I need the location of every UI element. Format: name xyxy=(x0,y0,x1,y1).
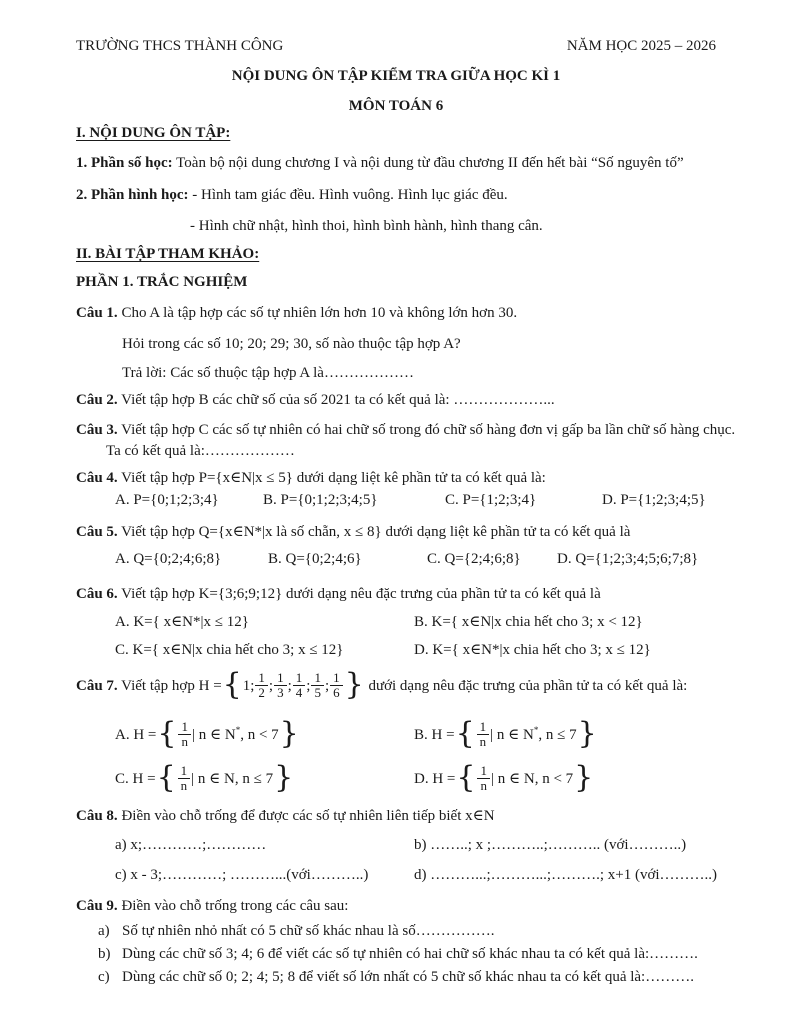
separator: ; xyxy=(324,678,330,694)
numerator: 1 xyxy=(180,762,188,778)
fraction xyxy=(477,720,490,750)
school-year: NĂM HỌC 2025 – 2026 xyxy=(566,38,716,54)
separator: ; xyxy=(287,678,292,694)
condition: | n ∈ N xyxy=(490,771,535,787)
question-6-text: Viết tập hợp K={3;6;9;12} dưới dạng nêu đặc trưng của phần tử ta có kết quả là xyxy=(121,586,601,602)
doc-subtitle: MÔN TOÁN 6 xyxy=(348,98,444,114)
question-2-text: Viết tập hợp B các chữ số của số 2021 ta có kết quả là: ………………... xyxy=(121,392,555,408)
question-3-line-2: Ta có kết quả là:……………… xyxy=(106,443,295,459)
separator: ; xyxy=(268,678,274,694)
question-7 xyxy=(76,668,716,704)
option-c: C. K={ x∈N|x chia hết cho 3; x ≤ 12} xyxy=(115,642,344,658)
question-6-options-row-1 xyxy=(76,612,716,632)
numerator: 1 xyxy=(277,669,284,685)
part-1-heading: PHẦN 1. TRẮC NGHIỆM xyxy=(76,274,248,290)
option-d xyxy=(414,756,594,795)
fraction xyxy=(293,671,306,701)
option-key: D. xyxy=(414,771,429,787)
item-marker: c) xyxy=(98,969,110,985)
set-lhs: H = xyxy=(133,727,157,743)
question-4-label: Câu 4. xyxy=(76,470,118,486)
separator: ; xyxy=(306,678,311,694)
item-b: b) ……..; x ;………..;……….. (với………..) xyxy=(414,837,687,853)
denominator: n xyxy=(477,778,490,793)
question-2 xyxy=(76,390,716,410)
open-brace: { xyxy=(157,715,177,751)
fraction xyxy=(255,671,268,701)
question-7-text-pre: Viết tập hợp xyxy=(121,678,195,694)
question-4-options xyxy=(76,490,716,510)
list-item xyxy=(76,920,716,943)
question-8-text: Điền vào chỗ trống để được các số tự nhiên liên tiếp biết x∈N xyxy=(121,808,495,824)
question-1 xyxy=(76,303,716,323)
question-9-items xyxy=(76,920,716,989)
superscript-star: * xyxy=(235,725,241,735)
option-a xyxy=(115,712,300,751)
option-b: B. Q={0;2;4;6} xyxy=(268,551,362,567)
item-marker: b) xyxy=(98,946,111,962)
item-c: c) x - 3;…………; ………...(với………..) xyxy=(115,867,369,883)
question-6-label: Câu 6. xyxy=(76,586,118,602)
item-1-text: Toàn bộ nội dung chương I và nội dung từ đầu chương II đến hết bài “Số nguyên tố” xyxy=(176,155,684,171)
close-brace: } xyxy=(577,715,597,751)
option-a: A. K={ x∈N*|x ≤ 12} xyxy=(115,614,249,630)
numerator: 1 xyxy=(480,762,487,778)
numerator: 1 xyxy=(479,718,487,734)
item-marker: a) xyxy=(98,923,110,939)
numerator: 1 xyxy=(295,669,303,685)
denominator: 2 xyxy=(255,685,268,700)
question-9 xyxy=(76,896,716,916)
section-2-heading: II. BÀI TẬP THAM KHẢO: xyxy=(76,246,260,262)
question-3 xyxy=(76,420,736,440)
superscript-star: * xyxy=(533,725,539,735)
option-c: C. P={1;2;3;4} xyxy=(445,492,537,508)
question-9-label: Câu 9. xyxy=(76,898,118,914)
denominator: n xyxy=(477,734,490,749)
question-3-label: Câu 3. xyxy=(76,422,118,438)
question-5-options xyxy=(76,549,716,569)
condition-tail: , n < 7 xyxy=(240,727,279,743)
question-6 xyxy=(76,584,716,604)
question-7-label: Câu 7. xyxy=(76,678,118,694)
set-lhs: H = xyxy=(431,727,455,743)
set-lhs: H = xyxy=(432,771,456,787)
option-a: A. P={0;1;2;3;4} xyxy=(115,492,219,508)
question-1-line-2: Hỏi trong các số 10; 20; 29; 30, số nào thuộc tập hợp A? xyxy=(122,336,461,352)
open-brace: { xyxy=(455,715,475,751)
set-first-element: 1; xyxy=(242,678,255,694)
question-1-text: Cho A là tập hợp các số tự nhiên lớn hơn 10 và không lớn hơn 30. xyxy=(121,305,518,321)
open-brace: { xyxy=(222,666,242,702)
option-key: C. xyxy=(115,771,129,787)
item-1-label: 1. Phần số học: xyxy=(76,155,173,171)
denominator: n xyxy=(178,778,191,793)
numerator: 1 xyxy=(258,669,265,685)
item-d: d) ………...;………...;……….; x+1 (với………..) xyxy=(414,867,718,883)
question-9-text: Điền vào chỗ trống trong các câu sau: xyxy=(121,898,349,914)
fraction xyxy=(311,671,324,701)
close-brace: } xyxy=(344,666,364,702)
question-7-options-row-1 xyxy=(76,712,716,751)
option-b: B. K={ x∈N|x chia hết cho 3; x < 12} xyxy=(414,614,643,630)
numerator: 1 xyxy=(314,669,321,685)
item-text: Số tự nhiên nhỏ nhất có 5 chữ số khác nhau là số……………. xyxy=(122,923,495,939)
section-1-item-2-line-2: - Hình chữ nhật, hình thoi, hình bình hành, hình thang cân. xyxy=(190,218,543,234)
option-c xyxy=(115,756,294,795)
set-lhs: H = xyxy=(132,771,156,787)
item-text: Dùng các chữ số 0; 2; 4; 5; 8 để viết số lớn nhất có 5 chữ số khác nhau ta có kết quả là:………. xyxy=(122,969,694,985)
denominator: 4 xyxy=(293,685,306,700)
option-key: B. xyxy=(414,727,428,743)
open-brace: { xyxy=(456,759,476,795)
close-brace: } xyxy=(274,759,294,795)
question-5-label: Câu 5. xyxy=(76,524,118,540)
fraction xyxy=(274,671,287,701)
option-a: A. Q={0;2;4;6;8} xyxy=(115,551,222,567)
question-8-items-row-1 xyxy=(76,835,716,855)
fraction xyxy=(178,764,191,794)
question-7-options-row-2 xyxy=(76,756,716,795)
denominator: n xyxy=(178,734,191,749)
fraction xyxy=(178,720,191,750)
option-b xyxy=(414,712,598,751)
option-c: C. Q={2;4;6;8} xyxy=(427,551,521,567)
school-name: TRƯỜNG THCS THÀNH CÔNG xyxy=(76,38,284,54)
option-d: D. Q={1;2;3;4;5;6;7;8} xyxy=(557,551,699,567)
question-8-items-row-2 xyxy=(76,865,716,885)
condition-tail: , n ≤ 7 xyxy=(234,771,274,787)
list-item xyxy=(76,943,716,966)
list-item xyxy=(76,966,716,989)
condition: | n ∈ N xyxy=(191,727,236,743)
option-d: D. P={1;2;3;4;5} xyxy=(602,492,706,508)
fraction xyxy=(330,671,343,701)
close-brace: } xyxy=(279,715,299,751)
option-d: D. K={ x∈N*|x chia hết cho 3; x ≤ 12} xyxy=(414,642,651,658)
item-2-label: 2. Phần hình học: xyxy=(76,187,189,203)
denominator: 6 xyxy=(330,685,343,700)
set-lhs: H = xyxy=(198,678,222,694)
section-1-heading: I. NỘI DUNG ÔN TẬP: xyxy=(76,125,231,141)
item-2-text: - Hình tam giác đều. Hình vuông. Hình lục giác đều. xyxy=(192,187,508,203)
question-8 xyxy=(76,806,716,826)
item-text: Dùng các chữ số 3; 4; 6 để viết các số tự nhiên có hai chữ số khác nhau ta có kết quả là:………. xyxy=(122,946,698,962)
numerator: 1 xyxy=(333,669,340,685)
doc-title: NỘI DUNG ÔN TẬP KIỂM TRA GIỮA HỌC KÌ 1 xyxy=(231,68,561,84)
question-4 xyxy=(76,468,716,488)
question-1-label: Câu 1. xyxy=(76,305,118,321)
question-6-options-row-2 xyxy=(76,640,716,660)
condition-tail: , n ≤ 7 xyxy=(538,727,577,743)
question-7-text-post: dưới dạng nêu đặc trưng của phần tử ta có kết quả là: xyxy=(368,678,688,694)
option-b: B. P={0;1;2;3;4;5} xyxy=(263,492,378,508)
fraction xyxy=(477,764,490,794)
condition: | n ∈ N xyxy=(490,727,534,743)
section-1-item-2 xyxy=(76,185,716,205)
question-2-label: Câu 2. xyxy=(76,392,118,408)
item-a: a) x;…………;………… xyxy=(115,837,267,853)
open-brace: { xyxy=(156,759,176,795)
question-8-label: Câu 8. xyxy=(76,808,118,824)
question-1-answer-line: Trả lời: Các số thuộc tập hợp A là……………… xyxy=(122,365,414,381)
question-5 xyxy=(76,522,716,542)
question-5-text: Viết tập hợp Q={x∈N*|x là số chẵn, x ≤ 8} dưới dạng liệt kê phần tử ta có kết quả là xyxy=(121,524,631,540)
section-1-item-1 xyxy=(76,153,716,173)
option-key: A. xyxy=(115,727,130,743)
close-brace: } xyxy=(574,759,594,795)
denominator: 3 xyxy=(274,685,287,700)
question-3-text: Viết tập hợp C các số tự nhiên có hai chữ số trong đó chữ số hàng đơn vị gấp ba lần chữ số hàng chục. xyxy=(121,422,736,438)
numerator: 1 xyxy=(181,718,188,734)
question-4-text: Viết tập hợp P={x∈N|x ≤ 5} dưới dạng liệt kê phần tử ta có kết quả là: xyxy=(121,470,546,486)
condition-tail: , n < 7 xyxy=(534,771,574,787)
header xyxy=(76,36,716,56)
condition: | n ∈ N xyxy=(191,771,235,787)
denominator: 5 xyxy=(311,685,324,700)
